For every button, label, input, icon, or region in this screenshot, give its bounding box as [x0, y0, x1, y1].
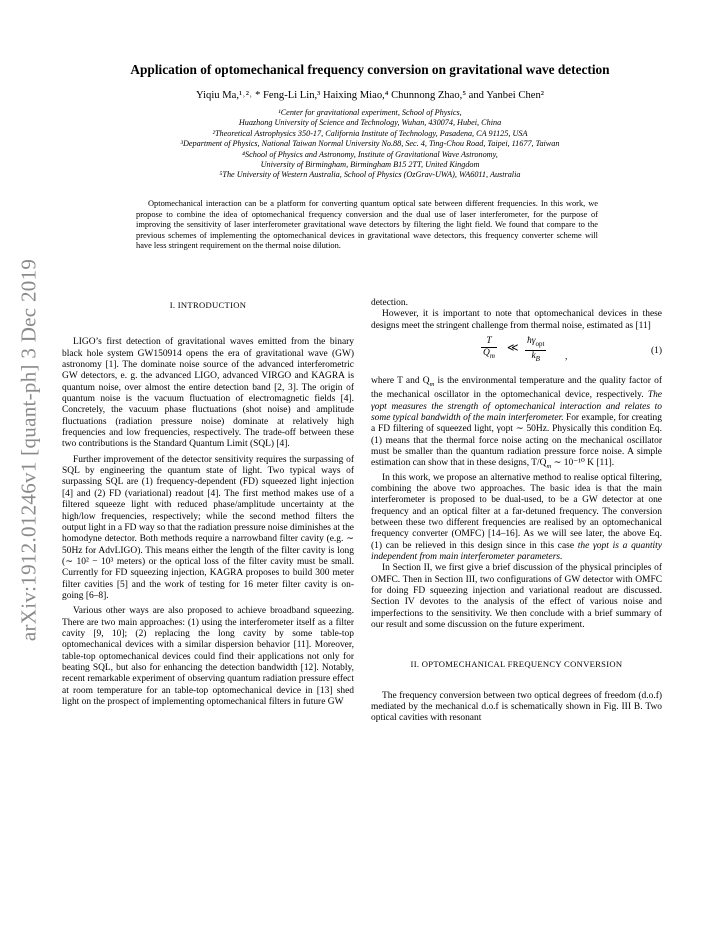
affiliations [60, 108, 680, 181]
arxiv-stamp-text: arXiv:1912.01246v1 [quant-ph] 3 Dec 2019 [16, 258, 41, 642]
eq-lhs-denominator [481, 348, 497, 362]
section-heading-omfc: II. OPTOMECHANICAL FREQUENCY CONVERSION [410, 659, 623, 670]
eq-rhs-den-symbol: k [531, 351, 536, 362]
text-run: In this work, we propose an alternative method to realise optical filtering, combining the above two approaches. The basic idea is that the main interferometer is proposed to be dual-used, to be a GW detector at one frequency and an optical filter at a far-detuned frequency. The conversion between these two different frequencies are realised by an optomechanical frequency converter (OMFC) [14–16]. As we will see later, the above Eq. (1) can be relieved in this design since in this case [371, 472, 662, 551]
equation-1 [371, 334, 662, 374]
eq-relation: ≪ [507, 342, 519, 355]
affiliation-line: ²Theoretical Astrophysics 350-17, California Institute of Technology, Pasadena, CA 91125, USA [212, 128, 528, 138]
eq-lhs-numerator: T [481, 336, 497, 348]
section-heading-introduction: I. INTRODUCTION [169, 300, 247, 310]
eq-rhs-den-sub: B [535, 355, 540, 364]
equation-lhs [481, 336, 497, 363]
text-run: is the environmental temperature and the quality factor of the mechanical oscillator in the optomechanical device, respectively. [371, 376, 662, 401]
paper-title: Application of optomechanical frequency conversion on gravitational wave detection [130, 62, 610, 77]
affiliation-line: ⁵The University of Western Australia, School of Physics (OzGrav-UWA), WA6011, Australia [219, 170, 521, 180]
abstract: Optomechanical interaction can be a platform for converting quantum optical sate between different frequencies. In this work, we propose to combine the idea of optomechanical frequency conversion and the dual use of laser interferometer, for the purpose of improving the sensitivity of laser interferometer gravitational wave detectors by filtering the light field. We found that compare to the previous schemes of implementing the optomechanical devices in gravitational wave detectors, this frequency converter scheme will have less stringent requirement on the thermal noise dilution. [136, 199, 598, 250]
eq-comma: , [565, 352, 568, 363]
paragraph: In Section II, we first give a brief discussion of the physical principles of OMFC. Then in Section III, two configurations of GW detector with OMFC for doing FD squeezing injection and variational readout are discussed. Section IV devotes to the analysis of the effect of various noise and imperfections to the sensitivity. We then conclude with a brief summary of our result and some discussion on the future experiment. [371, 563, 662, 631]
eq-rhs-num-sub: opt [535, 339, 545, 348]
eq-rhs-num-symbol: ħγ [527, 336, 536, 347]
left-column [62, 296, 354, 708]
eq-rhs-numerator [525, 336, 546, 351]
affiliation-line: ¹Center for gravitational experiment, School of Physics, [278, 108, 462, 117]
eq-lhs-den-symbol: Q [483, 348, 490, 359]
affiliation-line: Huazhong University of Science and Technology, Wuhan, 430074, Hubei, China [238, 118, 502, 128]
paragraph [371, 376, 662, 473]
paragraph: LIGO’s first detection of gravitational waves emitted from the binary black hole system GW150914 opens the era of gravitational wave (GW) astronomy [1]. The dominate noise source of the advanced interferometric GW detectors, e. g. the advanced LIGO, advanced VIRGO and KAGRA is quantum noise, over almost the entire detection band [2, 3]. The origin of quantum noise is the vacuum fluctuation of electromagnetic fields [4]. Concretely, the vacuum phase fluctuations (shot noise) and amplitude fluctuations (radiation pressure noise) dominate at relatively high frequencies and low frequencies, respectively. The trade-off between these two contributions is the Standard Quantum Limit (SQL) [4]. [62, 337, 354, 450]
italic-run: The γopt measures the strength of optomechanical interaction and relates to some typical bandwidth of the main interferometer. [371, 390, 662, 423]
equation-number: (1) [650, 346, 662, 357]
paragraph: The frequency conversion between two optical degrees of freedom (d.o.f) mediated by the mechanical d.o.f is schematically shown in Fig. III B. Two optical cavities with resonant [371, 690, 662, 724]
text-run: For example, for creating a FD filtering of squeezed light, γopt ∼ 50Hz. Physically this condition Eq. (1) means that the thermal force noise acting on the mechanical oscillator must be smaller than the quantum radiation pressure force noise. A simple estimation can show that in these designs, T/Q [371, 412, 662, 469]
eq-rhs-denominator [525, 351, 546, 365]
text-run: where T and Q [371, 376, 430, 387]
affiliation-line: ³Department of Physics, National Taiwan Normal University No.88, Sec. 4, Ting-Chou Road, Taipei, 11677, Taiwan [180, 139, 560, 149]
right-column [371, 298, 662, 725]
italic-run: the γopt is a quantity independent from main interferometer parameters. [371, 540, 662, 562]
arxiv-stamp [6, 230, 52, 670]
subscript-m: m [429, 380, 435, 388]
subscript-m: m [546, 463, 552, 471]
paragraph: However, it is important to note that optomechanical devices in these designs meet the stringent challenge from thermal noise, estimated as [11] [371, 309, 662, 331]
paragraph: Various other ways are also proposed to achieve broadband squeezing. There are two main approaches: (1) using the interferometer itself as a filter cavity [9, 10]; (2) replacing the long cavity by some table-top optomechanical devices with a similar dispersion behavior [11]. Moreover, table-top optomechanical devices could find their applications not only for beating SQL, but also for enhancing the detection bandwidth [12]. Notably, recent remarkable experiment of observing quantum radiation pressure effect at room temperature for an table-top optomechanical device in [13] shed light on the prospect of implementing optomechanical filters in future GW [62, 606, 354, 707]
affiliation-line: ⁴School of Physics and Astronomy, Institute of Gravitational Wave Astronomy, [242, 149, 498, 159]
affiliation-line: University of Birmingham, Birmingham B15 2TT, United Kingdom [260, 160, 480, 170]
paragraph: Further improvement of the detector sensitivity requires the surpassing of SQL by engineering the quantum state of light. Two typical ways of surpassing SQL are (1) frequency-dependent (FD) squeezed light injection [4] and (2) FD (variational) readout [4]. The first method makes use of a filtered squeeze light with reduced phase/amplitude uncertainty at the high/low frequencies, respectively; while the second method filters the output light in a FD way so that the radiation pressure noise diminishes at the homodyne detector. Both methods require a narrowband filter cavity (e.g. ∼ 50Hz for AdvLIGO). This means either the length of the filter cavity is long (∼ 10² − 10³ meters) or the optical loss of the filter cavity must be small. Currently for FD squeezing injection, KAGRA proposes to build 300 meter filter cavities [5] and the work of testing for 16 meter filter cavity is on-going [6–8]. [62, 454, 354, 601]
author-list: Yiqiu Ma,¹˒²˒ * Feng-Li Lin,³ Haixing Miao,⁴ Chunnong Zhao,⁵ and Yanbei Chen² [196, 90, 544, 101]
eq-lhs-den-sub: m [489, 352, 495, 361]
paragraph [371, 473, 662, 564]
paragraph-continuation: detection. [371, 298, 408, 308]
text-run: ∼ 10⁻¹⁰ K [11]. [551, 458, 615, 469]
equation-rhs [525, 336, 546, 365]
